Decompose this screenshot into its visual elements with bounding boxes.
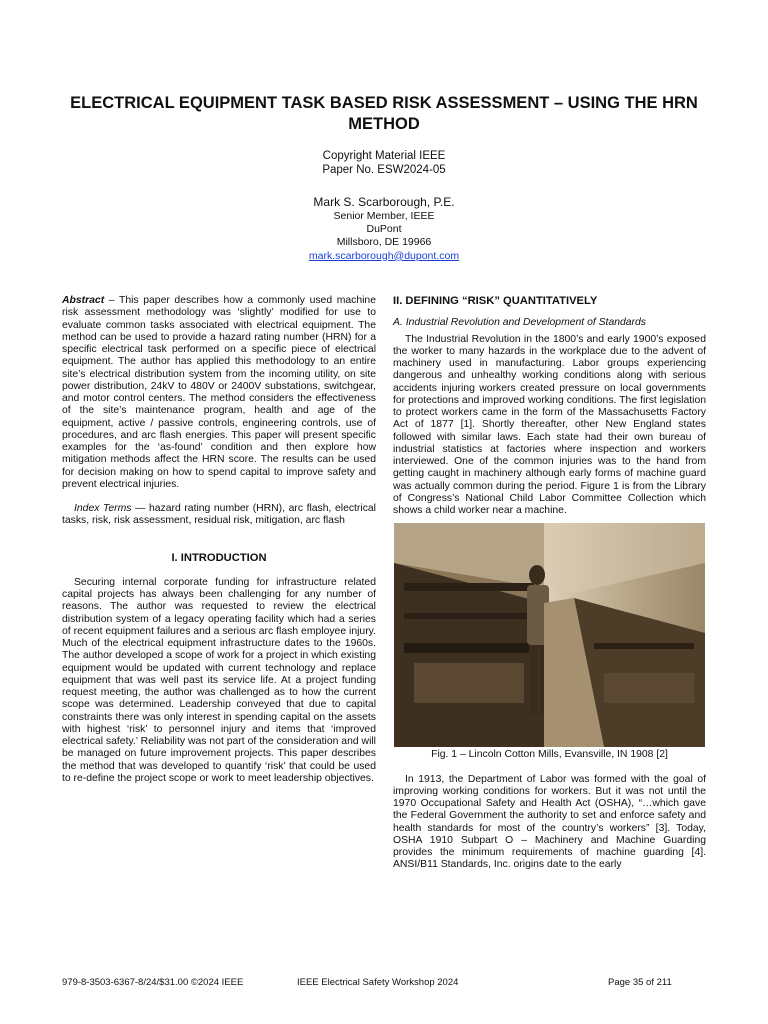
author-email-link[interactable]: mark.scarborough@dupont.com <box>308 249 460 262</box>
abstract-label: Abstract <box>62 295 105 306</box>
introduction-paragraph: Securing internal corporate funding for infrastructure related capital projects has always been challenging for any number of reasons. The author was requested to review the electrical distribution system of a legacy operating facility which had a series of recent equipment failures and a serious arc flash employee injury. Much of the electrical equipment infrastructure dates to the 1960s. The author developed a scope of work for a project in which existing equipment would be updated with current technology and replace equipment that was well past its service life. At a project funding request meeting, the author was challenged as to how the current scope was determined. Leadership conveyed that due to capital constraints there was only interest in spending capital on the assets with highest ‘risk’ to personnel injury and items that ‘improved electrical safety.’ Reliability was not part of the consideration and will be managed on future improvement projects. This paper describes the method that was developed to quantify ‘risk’ that could be used to re-define the project scope or work to meet leadership objectives. <box>62 576 376 784</box>
left-column <box>62 295 376 785</box>
mill-photo-illustration <box>394 523 705 747</box>
figure-1-photo <box>394 523 705 747</box>
footer-workshop: IEEE Electrical Safety Workshop 2024 <box>297 977 459 988</box>
index-terms-label: Index Terms <box>74 503 132 514</box>
index-terms-paragraph <box>62 503 376 528</box>
footer-page-number: Page 35 of 211 <box>608 977 672 988</box>
author-company: DuPont <box>366 223 402 236</box>
author-name: Mark S. Scarborough, P.E. <box>313 195 455 209</box>
paper-number: Paper No. ESW2024-05 <box>322 163 446 176</box>
section-2-paragraph-1: The Industrial Revolution in the 1800’s and early 1900’s exposed the worker to many hazards in the workplace due to the advent of machinery used in manufacturing. Labor groups experiencing dangerous and unhealthy working conditions along with serious accidents injuring workers created pressure on local governments for protections and improved working conditions. The first legislation to protect workers came in the form of the Massachusetts Factory Act of 1877 [1]. Shortly thereafter, other New England states followed with similar laws. Each state had their own bureau of industrial statistics at factories where inspection and workers interviewed. One of the common injuries was to the hand from getting caught in machinery although early forms of machine guard was actually common during the period. Figure 1 is from the Library of Congress’s National Child Labor Committee Collection which shows a child worker near a machine. <box>393 333 706 516</box>
footer-isbn: 979-8-3503-6367-8/24/$31.00 ©2024 IEEE <box>62 977 244 988</box>
copyright-line: Copyright Material IEEE <box>322 150 446 162</box>
subsection-a-heading: A. Industrial Revolution and Development of Standards <box>393 317 646 329</box>
section-2-heading: II. DEFINING “RISK” QUANTITATIVELY <box>393 295 598 307</box>
author-block <box>60 195 708 263</box>
copyright-block <box>60 150 708 177</box>
right-column <box>393 295 706 872</box>
abstract-text: – This paper describes how a commonly used machine risk assessment methodology was ‘slightly’ modified for use to evaluate common tasks associated with electrical equipment. The method can be used to provide a hazard rating number (HRN) for a specific electrical task performed on a specific piece of electrical equipment. The author has applied this methodology to an entire site’s electrical distribution system from the incoming utility, on site power distribution, 24kV to 480V or 2400V substations, switchgear, and motor control centers. The method considers the effectiveness of the site’s maintenance program, health and age of the equipment, active / passive controls, engineering controls, use of procedures, and arc flash energies. This paper will present specific examples for the ‘as-found’ condition and then explore how mitigation methods affect the HRN score. The results can be used for decision making on how to spend capital to improve safety and prevent electrical injuries. <box>62 295 376 490</box>
author-location: Millsboro, DE 19966 <box>336 236 432 249</box>
author-membership: Senior Member, IEEE <box>333 210 435 222</box>
figure-1-caption: Fig. 1 – Lincoln Cotton Mills, Evansville, IN 1908 [2] <box>431 749 668 761</box>
section-1-heading: I. INTRODUCTION <box>171 551 267 564</box>
paper-title: ELECTRICAL EQUIPMENT TASK BASED RISK ASSESSMENT – USING THE HRN METHOD <box>70 94 698 133</box>
abstract-paragraph <box>62 295 376 491</box>
index-terms-text: — hazard rating number (HRN), arc flash, electrical tasks, risk, risk assessment, residual risk, mitigation, arc flash <box>62 503 376 527</box>
section-2-paragraph-2: In 1913, the Department of Labor was formed with the goal of improving working conditions for workers. But it was not until the 1970 Occupational Safety and Health Act (OSHA), “…which gave the Federal Government the authority to set and enforce safety and health standards for most of the country’s workers” [3]. Today, OSHA 1910 Subpart O – Machinery and Machine Guarding provides the minimum requirements of machine guarding [4]. ANSI/B11 Standards, Inc. origins date to the early <box>393 773 706 871</box>
